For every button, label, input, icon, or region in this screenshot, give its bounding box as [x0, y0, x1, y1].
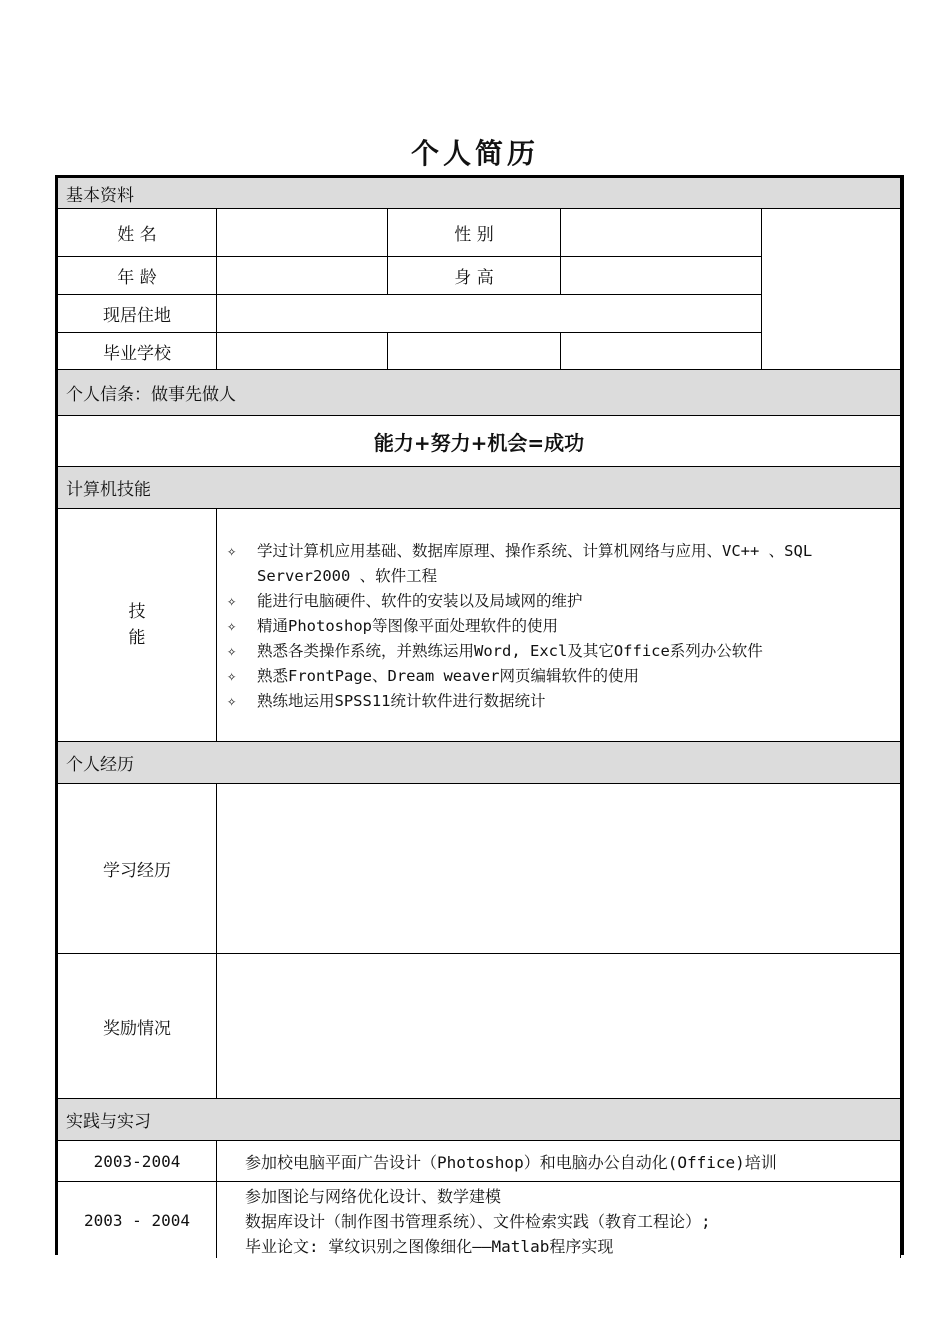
name-value-cell [217, 209, 388, 257]
section-header-basic: 基本资料 [58, 178, 901, 209]
school-value-cell-3 [561, 333, 762, 370]
practice-desc-2 [217, 1182, 901, 1258]
age-label: 年 龄 [58, 257, 217, 295]
height-value-cell [561, 257, 762, 295]
section-header-practice: 实践与实习 [58, 1099, 901, 1141]
section-header-experience: 个人经历 [58, 742, 901, 784]
bullet-icon: ✧ [227, 692, 237, 710]
practice-line: 参加图论与网络优化设计、数学建模 [245, 1187, 502, 1206]
resume-table [55, 175, 904, 1255]
study-label: 学习经历 [58, 784, 217, 954]
award-value-cell [217, 954, 901, 1099]
skill-item: ✧ 精通Photoshop等图像平面处理软件的使用 [227, 614, 900, 639]
height-label: 身 高 [388, 257, 561, 295]
skill-item: ✧ 熟悉FrontPage、Dream weaver网页编辑软件的使用 [227, 664, 900, 689]
practice-desc-1: 参加校电脑平面广告设计（Photoshop）和电脑办公自动化(Office)培训 [217, 1141, 901, 1182]
skill-item: ✧ 学过计算机应用基础、数据库原理、操作系统、计算机网络与应用、VC++ 、SQL Server2000 、软件工程 [227, 539, 900, 589]
skills-label-line1: 技 [128, 602, 146, 622]
section-header-computer: 计算机技能 [58, 467, 901, 509]
practice-line: 数据库设计（制作图书管理系统）、文件检索实践（教育工程论）; [245, 1212, 711, 1231]
address-label: 现居住地 [58, 295, 217, 333]
bullet-icon: ✧ [227, 667, 237, 685]
section-header-motto: 个人信条：做事先做人 [58, 370, 901, 416]
skills-list [217, 509, 901, 742]
school-value-cell-2 [388, 333, 561, 370]
bullet-icon: ✧ [227, 592, 237, 610]
motto-slogan: 能力+努力+机会=成功 [58, 416, 901, 467]
bullet-icon: ✧ [227, 642, 237, 660]
skill-item: ✧ 熟练地运用SPSS11统计软件进行数据统计 [227, 689, 900, 714]
skills-label-line2: 能 [128, 628, 146, 648]
age-value-cell [217, 257, 388, 295]
school-label: 毕业学校 [58, 333, 217, 370]
name-label: 姓 名 [58, 209, 217, 257]
practice-line: 毕业论文: 掌纹识别之图像细化——Matlab程序实现 [245, 1237, 614, 1256]
photo-cell [762, 209, 901, 370]
practice-year-2: 2003 - 2004 [58, 1182, 217, 1258]
gender-label: 性 别 [388, 209, 561, 257]
practice-year-1: 2003-2004 [58, 1141, 217, 1182]
award-label: 奖励情况 [58, 954, 217, 1099]
skill-item: ✧ 能进行电脑硬件、软件的安装以及局域网的维护 [227, 589, 900, 614]
bullet-icon: ✧ [227, 617, 237, 635]
gender-value-cell [561, 209, 762, 257]
skill-item: ✧ 熟悉各类操作系统，并熟练运用Word, Excl及其它Office系列办公软件 [227, 639, 900, 664]
address-value-cell [217, 295, 762, 333]
skills-label [58, 509, 217, 742]
study-value-cell [217, 784, 901, 954]
page-title: 个人简历 [410, 137, 539, 170]
school-value-cell-1 [217, 333, 388, 370]
bullet-icon: ✧ [227, 542, 237, 560]
